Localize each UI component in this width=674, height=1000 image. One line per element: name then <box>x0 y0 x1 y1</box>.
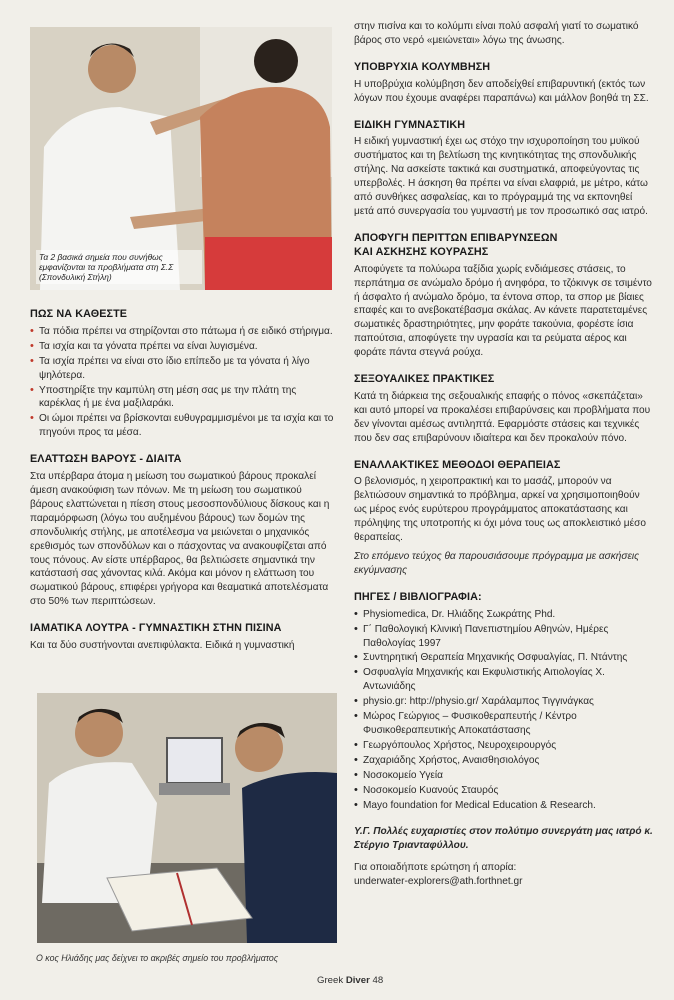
section-avoid-title-line2: ΚΑΙ ΑΣΚΗΣΗΣ ΚΟΥΡΑΣΗΣ <box>354 245 489 258</box>
section-weight-title: ΕΛΑΤΤΩΣΗ ΒΑΡΟΥΣ - ΔΙΑΙΤΑ <box>30 453 182 466</box>
list-item: • Οσφυαλγία Μηχανικής και Εκφυλιστικής Αιτιολογίας Χ. Αντωνιάδης <box>354 666 654 694</box>
photo-back-examination-caption: Τα 2 βασικά σημεία που συνήθως εμφανίζονται τα προβλήματα στη Σ.Σ (Σπονδυλική Στήλη) <box>36 250 202 284</box>
section-sources <box>354 591 654 813</box>
list-item: • Γεωργόπουλος Χρήστος, Νευροχειρουργός <box>354 739 654 753</box>
sources-list <box>354 608 654 813</box>
page-footer <box>317 975 383 986</box>
section-sitting-title: ΠΩΣ ΝΑ ΚΑΘΕΣΤΕ <box>30 308 128 320</box>
left-column <box>30 308 334 666</box>
section-thanks <box>354 825 654 853</box>
section-gym-title: ΕΙΔΙΚΗ ΓΥΜΝΑΣΤΙΚΗ <box>354 118 466 131</box>
footer-page-number: 48 <box>372 975 384 986</box>
section-spa-title: ΙΑΜΑΤΙΚΑ ΛΟΥΤΡΑ - ΓΥΜΝΑΣΤΙΚΗ ΣΤΗΝ ΠΙΣΙΝΑ <box>30 622 282 635</box>
section-avoid <box>354 232 654 360</box>
footer-magazine-name: Diver <box>345 975 370 986</box>
section-alternative-text: Ο βελονισμός, η χειροπρακτική και το μασάζ, μπορούν να βελτιώσουν σημαντικά το πρόβλημα, αρκεί να χρησιμοποιηθούν ως μέρος ενός ευρύτερου προγράμματος αποκατάστασης και πρόληψης της υποτροπής κι όχι μόνα τους ως αποκλειστικό μέσο θεραπείας. <box>354 476 646 544</box>
sitting-list <box>30 325 334 440</box>
photo-doctor-explaining <box>37 693 337 943</box>
thanks-text: Υ.Γ. Πολλές ευχαριστίες στον πολύτιμο συνεργάτη μας ιατρό κ. Στέργιο Τριανταφύλλου. <box>354 826 653 852</box>
list-item: • Οι ώμοι πρέπει να βρίσκονται ευθυγραμμισμένοι με τα ισχία και το πηγούνι προς τα μέσα. <box>30 412 334 440</box>
section-diving <box>354 61 654 106</box>
section-diving-text: Η υποβρύχια κολύμβηση δεν αποδείχθεί επιβαρυντική (εκτός των λόγων που έχουμε αναφέρει παραπάνω) και μάλλον βοηθά τη ΣΣ. <box>354 78 649 104</box>
section-alternative <box>354 459 654 578</box>
list-item: • Συντηρητική Θεραπεία Μηχανικής Οσφυαλγίας, Π. Ντάντης <box>354 651 654 665</box>
list-item: • physio.gr: http://physio.gr/ Χαράλαμπος Τιγγινάγκας <box>354 695 654 709</box>
photo-back-examination <box>30 27 332 290</box>
section-alternative-title: ΕΝΑΛΛΑΚΤΙΚΕΣ ΜΕΘΟΔΟΙ ΘΕΡΑΠΕΙΑΣ <box>354 458 561 471</box>
section-contact <box>354 861 654 889</box>
photo-doctor-explaining-caption: Ο κος Ηλιάδης μας δείχνει το ακριβές σημείο του προβλήματος <box>36 953 279 963</box>
contact-email[interactable]: underwater-explorers@ath.forthnet.gr <box>354 876 523 888</box>
section-spa-continued-text: στην πισίνα και το κολύμπι είναι πολύ ασφαλή γιατί το σωματικό βάρος στο νερό «μειώνεται» λόγω της άνωσης. <box>354 21 639 46</box>
section-spa-continued <box>354 20 654 48</box>
footer-magazine-prefix: Greek <box>317 975 344 986</box>
list-item: • Physiomedica, Dr. Ηλιάδης Σωκράτης Phd. <box>354 608 654 622</box>
list-item: • Υποστηρίξτε την καμπύλη στη μέση σας με την πλάτη της καρέκλας ή με ένα μαξιλαράκι. <box>30 384 334 412</box>
list-item: • Μώρος Γεώργιος – Φυσικοθεραπευτής / Κέντρο Φυσικοθεραπευτικής Αποκατάστασης <box>354 710 654 738</box>
section-spa <box>30 622 334 653</box>
section-alternative-note: Στο επόμενο τεύχος θα παρουσιάσουμε πρόγραμμα με ασκήσεις εκγύμνασης <box>354 551 640 576</box>
section-sexual-text: Κατά τη διάρκεια της σεξουαλικής επαφής ο πόνος «σκεπάζεται» και αυτό μπορεί να προκαλέσει επιβαρύνσεις και προβλήματα που δεν γίνονται αμέσως αντιληπτά. Εφαρμόστε στάσεις και τεχνικές που δεν σας επιβαρύνουν ιδιαίτερα και δεν προκαλούν πόνο. <box>354 390 651 444</box>
list-item: • Γ΄ Παθολογική Κλινική Πανεπιστημίου Αθηνών, Ημέρες Παθολογίας 1997 <box>354 623 654 651</box>
section-sitting <box>30 308 334 440</box>
section-weight-text: Στα υπέρβαρα άτομα η μείωση του σωματικού βάρους προκαλεί άμεση ανακούφιση των πόνων. Με τη μείωση του σωματικού βάρους ελαττώνεται η πίεση στους μεσοσπονδύλιους δίσκους και η παραμόρφωση (λόγω του αυξημένου βάρους) των δομών της σπονδυλικής στήλης, με αποτέλεσμα να μειώνεται ο μηχανικός ερεθισμός των σπονδύλων και ο πάσχοντας να ανακουφίζεται από τους πόνους. Αν είστε υπέρβαρος, θα βελτιώσετε σημαντικά την κατάστασή σας χάνοντας κιλά. Ακόμα και μόνον η ελάττωση του σωματικού βάρους, επιφέρει γρήγορα και θεαματικά αποτελέσματα στο 50% των περιπτώσεων. <box>30 471 330 608</box>
section-diving-title: ΥΠΟΒΡΥΧΙΑ ΚΟΛΥΜΒΗΣΗ <box>354 60 491 73</box>
list-item: • Ζαχαριάδης Χρήστος, Αναισθησιολόγος <box>354 754 654 768</box>
list-item: • Νοσοκομείο Υγεία <box>354 769 654 783</box>
list-item: • Νοσοκομείο Κυανούς Σταυρός <box>354 784 654 798</box>
section-gym <box>354 119 654 219</box>
section-sexual <box>354 373 654 446</box>
section-spa-text: Και τα δύο συστήνονται ανεπιφύλακτα. Ειδικά η γυμναστική <box>30 640 295 652</box>
section-sources-title: ΠΗΓΕΣ / ΒΙΒΛΙΟΓΡΑΦΙΑ: <box>354 590 482 603</box>
photo-doctor-explaining-illustration <box>37 693 337 943</box>
list-item: • Τα πόδια πρέπει να στηρίζονται στο πάτωμα ή σε ειδικό στήριγμα. <box>30 325 334 339</box>
list-item: • Mayo foundation for Medical Education & Research. <box>354 799 654 813</box>
list-item: • Τα ισχία και τα γόνατα πρέπει να είναι λυγισμένα. <box>30 340 334 354</box>
contact-intro: Για οποιαδήποτε ερώτηση ή απορία: <box>354 862 517 874</box>
list-item: • Τα ισχία πρέπει να είναι στο ίδιο επίπεδο με τα γόνατα ή λίγο ψηλότερα. <box>30 355 334 383</box>
section-gym-text: Η ειδική γυμναστική έχει ως στόχο την ισχυροποίηση του μυϊκού συστήματος και τη βελτίωση της κινητικότητας της σπονδυλικής στήλης. Να ασκείστε τακτικά και συστηματικά, αποφεύγοντας τις υπερβολές. Η άσκηση θα πρέπει να είναι ελαφριά, με μέτρο, κάτω από συνθήκες ασφαλείας, και το πρόγραμμά της να εκπονηθεί μετά από συνεργασία του γυμναστή με τον προσωπικό σας ιατρό. <box>354 136 648 217</box>
section-sexual-title: ΣΕΞΟΥΑΛΙΚΕΣ ΠΡΑΚΤΙΚΕΣ <box>354 373 495 386</box>
section-avoid-text: Αποφύγετε τα πολύωρα ταξίδια χωρίς ενδιάμεσες στάσεις, το περπάτημα σε ανώμαλο δρόμο ή ανηφόρα, το τζόκινγκ σε τσιμέντο ή άσφαλτο ή ανώμαλο δρόμο, τα έντονα σπορ, τα σπορ με βίαιες επαφές και το ανεβοκατέβασμα σκάλας. Αν κάνετε παρατεταμένες σωματικές δραστηριότητες, μην φοράτε τακούνια, φορέστε ίσια παπούτσια, αποφύγετε την υγρασία και τα ρεύματα αέρος και φοράτε πάντα στεγνά ρούχα. <box>354 263 652 359</box>
section-avoid-title-line1: ΑΠΟΦΥΓΗ ΠΕΡΙΤΤΩΝ ΕΠΙΒΑΡΥΝΣΕΩΝ <box>354 231 558 244</box>
right-column <box>354 20 654 889</box>
section-weight <box>30 453 334 609</box>
